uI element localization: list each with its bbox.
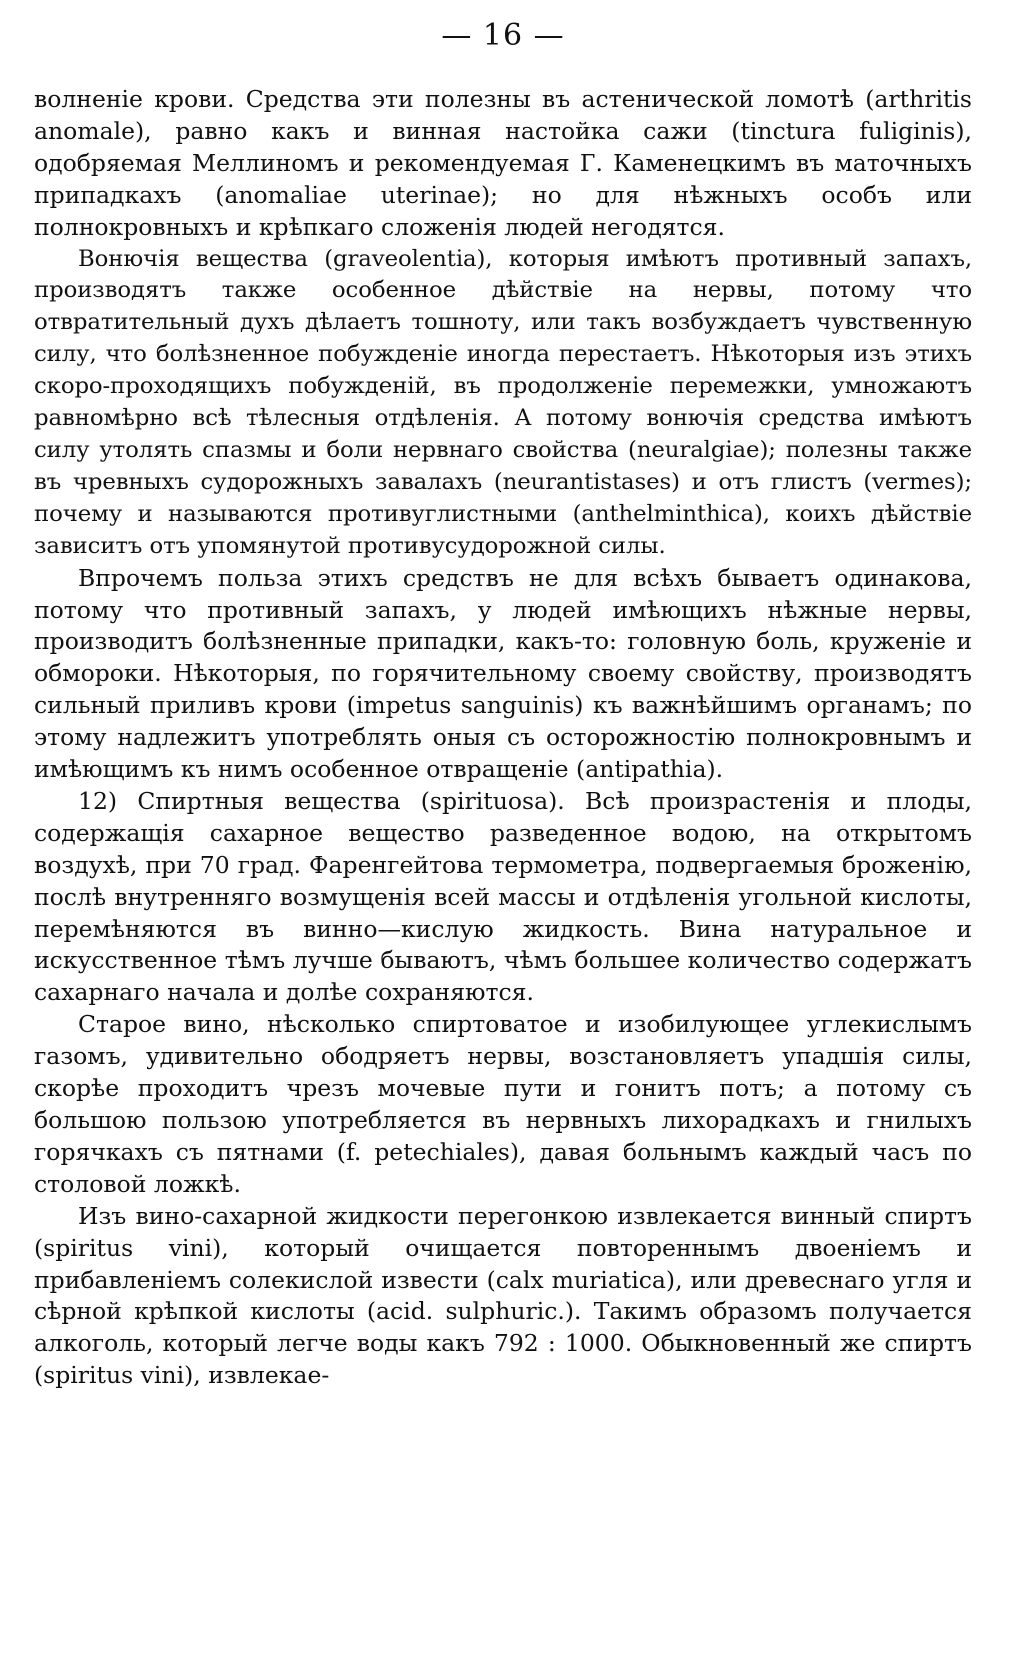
paragraph-4: 12) Спиртныя вещества (spirituosa). Всѣ произрастенія и плоды, содержащія сахарное вещество разведенное водою, на открытомъ воздухѣ, при 70 град. Фаренгейтова термометра, подвергаемыя броженію, послѣ внутренняго возмущенія всей массы и отдѣленія угольной кислоты, перемѣняются въ винно—кислую жидкость. Вина натуральное и искусственное тѣмъ лучше бываютъ, чѣмъ большее количество содержатъ сахарнаго начала и долѣе сохраняются. bbox=[34, 786, 972, 1007]
paragraph-5: Старое вино, нѣсколько спиртоватое и изобилующее углекислымъ газомъ, удивительно ободряетъ нервы, возстановляетъ упадшія силы, скорѣе проходитъ чрезъ мочевые пути и гонитъ потъ; а потому съ большою пользою употребляется въ нервныхъ лихорадкахъ и гнилыхъ горячкахъ съ пятнами (f. petechiales), давая больнымъ каждый часъ по столовой ложкѣ. bbox=[34, 1010, 972, 1198]
paragraph-3: Впрочемъ польза этихъ средствъ не для всѣхъ бываетъ одинакова, потому что противный запахъ, у людей имѣющихъ нѣжные нервы, производитъ болѣзненные припадки, какъ-то: головную боль, круженіе и обмороки. Нѣкоторыя, по горячительному своему свойству, производятъ сильный приливъ крови (impetus sanguinis) къ важнѣйшимъ органамъ; по этому надлежитъ употреблять оныя съ осторожностію полнокровнымъ и имѣющимъ къ нимъ особенное отвращеніе (antipathia). bbox=[34, 563, 972, 784]
paragraph-1: волненіе крови. Средства эти полезны въ астенической ломотѣ (arthritis anomale), равно какъ и винная настойка сажи (tinctura fuliginis), одобряемая Меллиномъ и рекомендуемая Г. Каменецкимъ въ маточныхъ припадкахъ (anomaliae uterinae); но для нѣжныхъ особъ или полнокровныхъ и крѣпкаго сложенія людей негодятся. bbox=[34, 85, 972, 241]
paragraph-2: Вонючія вещества (graveolentia), которыя имѣютъ противный запахъ, производятъ также особенное дѣйствіе на нервы, потому что отвратительный духъ дѣлаетъ тошноту, или такъ возбуждаетъ чувственную силу, что болѣзненное побужденіе иногда перестаетъ. Нѣкоторыя изъ этихъ скоро-проходящихъ побужденій, въ продолженіе перемежки, умножаютъ равномѣрно всѣ тѣлесныя отдѣленія. А потому вонючія средства имѣютъ силу утолять спазмы и боли нервнаго свойства (neuralgiae); полезны также въ чревныхъ судорожныхъ завалахъ (neurantistases) и отъ глистъ (vermes); почему и называются противуглистными (anthelminthica), коихъ дѣйствіе зависитъ отъ упомянутой противусудорожной силы. bbox=[34, 245, 972, 559]
page-number: — 16 — bbox=[441, 18, 565, 53]
paragraph-6: Изъ вино-сахарной жидкости перегонкою извлекается винный спиртъ (spiritus vini), который очищается повтореннымъ двоеніемъ и прибавленіемъ солекислой извести (calx muriatica), или древеснаго угля и сѣрной крѣпкой кислоты (acid. sulphuric.). Такимъ образомъ получается алкоголь, который легче воды какъ 792 : 1000. Обыкновенный же спиртъ (spiritus vini), извлекае- bbox=[34, 1201, 972, 1390]
page-content bbox=[34, 18, 972, 1392]
